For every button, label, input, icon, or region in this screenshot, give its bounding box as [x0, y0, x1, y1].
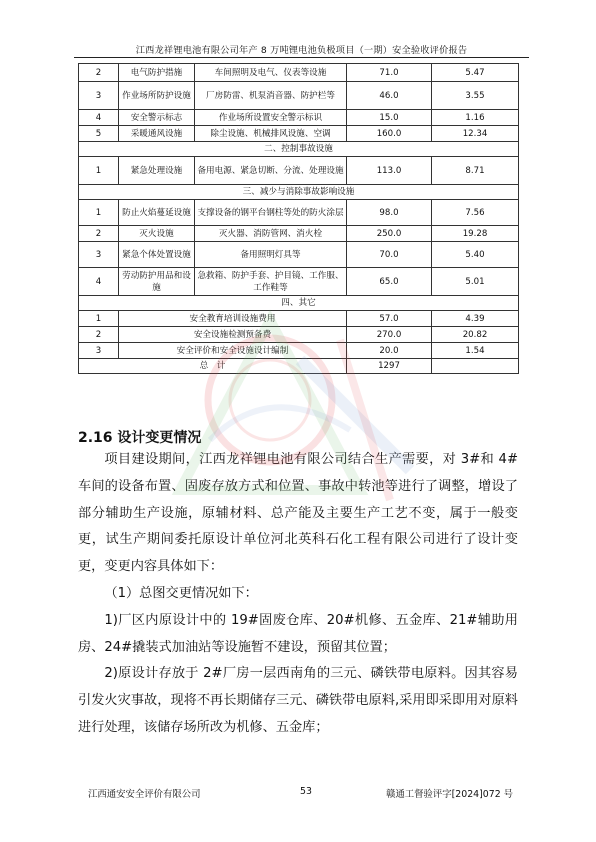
cell-merged-label: 安全教育培训设施费用: [119, 311, 347, 327]
cell-amount: 20.0: [347, 343, 432, 359]
cell-content: 备用电源、紧急切断、分流、处理设施: [195, 157, 347, 185]
table-row: [79, 110, 519, 126]
paragraph-intro: 项目建设期间，江西龙祥锂电池有限公司结合生产需要，对 3#和 4#车间的设备布置、固废存放方式和位置、事故中转池等进行了调整，增设了部分辅助生产设施，原辅材料、总产能及主要生产工艺不变，属于一般变更，试生产期间委托原设计单位河北英科石化工程有限公司进行了设计变更，变更内容具体如下：: [78, 452, 518, 575]
table-row: [79, 242, 519, 268]
cell-name: 紧急个体处置设施: [119, 242, 195, 268]
cell-name: 劳动防护用品和设施: [119, 268, 195, 296]
cell-no: 3: [79, 82, 119, 110]
cell-no: 1: [79, 311, 119, 327]
header-rule: [74, 57, 529, 58]
table-total-row: [79, 359, 519, 374]
cell-amount: 65.0: [347, 268, 432, 296]
table-row: [79, 327, 519, 343]
cell-content: 支撑设备的钢平台钢柱等处的防火涂层: [195, 200, 347, 226]
cell-no: 3: [79, 343, 119, 359]
paragraph-item-1: 1)厂区内原设计中的 19#固废仓库、20#机修、五金库、21#辅助用房、24#撬装式加油站等设施暂不建设，预留其位置；: [78, 612, 518, 655]
safety-investment-table-wrap: [78, 63, 518, 374]
cell-content: 备用照明灯具等: [195, 242, 347, 268]
cell-percent: 7.56: [432, 200, 519, 226]
table-row: [79, 268, 519, 296]
cell-amount: 160.0: [347, 126, 432, 142]
cell-amount: 70.0: [347, 242, 432, 268]
footer-company: 江西通安安全评价有限公司: [88, 789, 201, 800]
cell-merged-label: 安全设施检测预备费: [119, 327, 347, 343]
cell-no: 5: [79, 126, 119, 142]
table-row: [79, 157, 519, 185]
cell-no: 3: [79, 242, 119, 268]
cell-total-amount: 1297: [347, 359, 432, 374]
table-row: [79, 311, 519, 327]
cell-name: 灭火设施: [119, 226, 195, 242]
cell-amount: 57.0: [347, 311, 432, 327]
cell-content: 除尘设施、机械排风设施、空调: [195, 126, 347, 142]
cell-percent: 3.55: [432, 82, 519, 110]
footer-page-number: 53: [300, 786, 312, 797]
cell-amount: 15.0: [347, 110, 432, 126]
cell-name: 电气防护措施: [119, 64, 195, 82]
cell-name: 防止火焰蔓延设施: [119, 200, 195, 226]
cell-content: 急救箱、防护手套、护目镜、工作服、工作鞋等: [195, 268, 347, 296]
cell-no: 2: [79, 226, 119, 242]
cell-no: 4: [79, 268, 119, 296]
cell-amount: 46.0: [347, 82, 432, 110]
cell-percent: 5.01: [432, 268, 519, 296]
cell-no: 2: [79, 64, 119, 82]
cell-no: 1: [79, 200, 119, 226]
cell-section-label: 四、其它: [79, 296, 519, 311]
section-title: 2.16 设计变更情况: [78, 430, 202, 446]
cell-percent: 5.40: [432, 242, 519, 268]
table-row: [79, 82, 519, 110]
cell-content: 灭火器、消防管网、消火栓: [195, 226, 347, 242]
cell-percent: 19.28: [432, 226, 519, 242]
cell-no: 1: [79, 157, 119, 185]
cell-percent: 20.82: [432, 327, 519, 343]
cell-name: 紧急处理设施: [119, 157, 195, 185]
cell-content: 厂房防雷、机泵消音器、防护栏等: [195, 82, 347, 110]
cell-name: 采暖通风设施: [119, 126, 195, 142]
cell-percent: 4.39: [432, 311, 519, 327]
body-text: [78, 447, 518, 742]
cell-amount: 250.0: [347, 226, 432, 242]
cell-name: 作业场所防护设施: [119, 82, 195, 110]
cell-amount: 113.0: [347, 157, 432, 185]
table-section-row: [79, 142, 519, 157]
cell-content: 作业场所设置安全警示标识: [195, 110, 347, 126]
cell-amount: 270.0: [347, 327, 432, 343]
paragraph-item-2: 2)原设计存放于 2#厂房一层西南角的三元、磷铁带电原料。因其容易引发火灾事故，现将不再长期储存三元、磷铁带电原料,采用即采即用对原料进行处理，该储存场所改为机修、五金库；: [78, 666, 518, 735]
table-section-row: [79, 185, 519, 200]
cell-percent: 1.16: [432, 110, 519, 126]
table-body: [79, 64, 519, 374]
table-row: [79, 200, 519, 226]
table-row: [79, 343, 519, 359]
cell-amount: 98.0: [347, 200, 432, 226]
cell-no: 2: [79, 327, 119, 343]
safety-investment-table: [78, 63, 519, 374]
cell-amount: 71.0: [347, 64, 432, 82]
table-row: [79, 126, 519, 142]
footer-report-code: 赣通工督验评字[2024]072 号: [386, 789, 514, 800]
cell-merged-label: 安全评价和安全设施设计编制: [119, 343, 347, 359]
cell-name: 安全警示标志: [119, 110, 195, 126]
table-row: [79, 64, 519, 82]
cell-percent: 5.47: [432, 64, 519, 82]
cell-no: 4: [79, 110, 119, 126]
page-header: 江西龙祥锂电池有限公司年产 8 万吨锂电池负极项目（一期）安全验收评价报告: [135, 45, 468, 56]
cell-percent: 12.34: [432, 126, 519, 142]
cell-content: 车间照明及电气、仪表等设施: [195, 64, 347, 82]
cell-percent: 1.54: [432, 343, 519, 359]
cell-section-label: 二、控制事故设施: [79, 142, 519, 157]
cell-section-label: 三、减少与消除事故影响设施: [79, 185, 519, 200]
cell-empty: [432, 359, 519, 374]
table-section-row: [79, 296, 519, 311]
paragraph-subheading: （1）总图交更情况如下：: [104, 585, 258, 601]
cell-percent: 8.71: [432, 157, 519, 185]
table-row: [79, 226, 519, 242]
cell-total-label: 总 计: [79, 359, 347, 374]
